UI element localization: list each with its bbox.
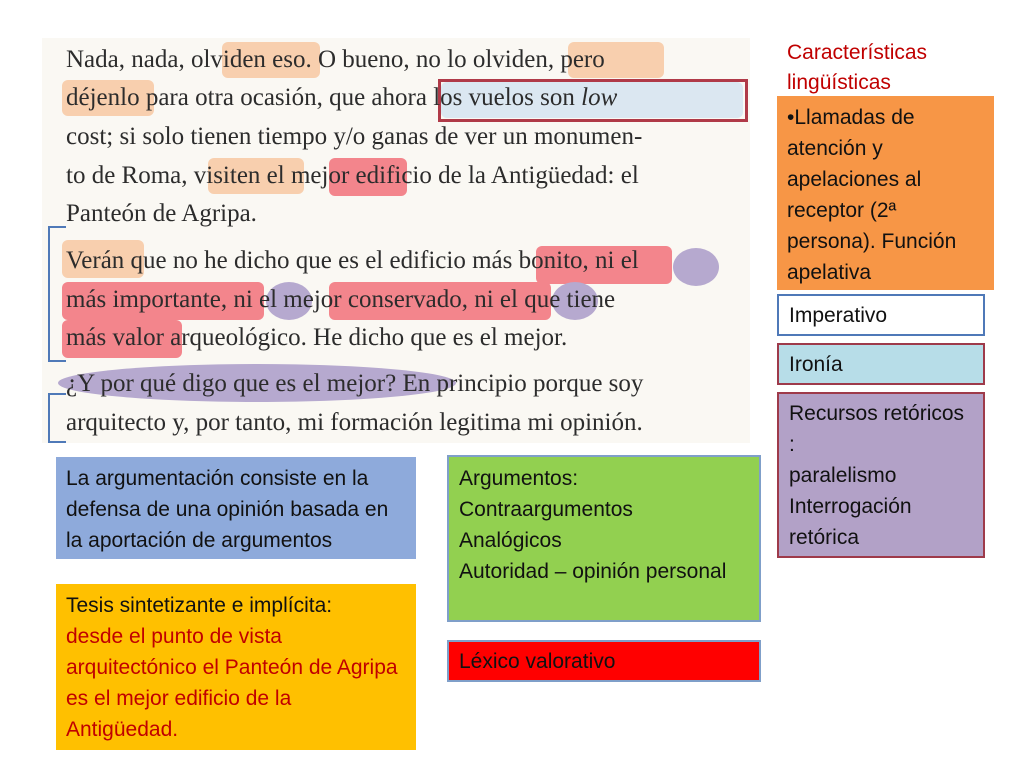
passage-line-8: más valor arqueológico. He dicho que es el mejor. <box>66 324 568 351</box>
arguments-line-2: Contraargumentos <box>459 498 633 521</box>
arguments-line-3: Analógicos <box>459 529 562 552</box>
passage-line-4: to de Roma, visiten el mejor edificio de la Antigüedad: el <box>66 162 639 189</box>
highlight-ni-1 <box>673 248 719 286</box>
sidebar-heading: Características lingüísticas <box>787 41 928 94</box>
appellative-box: •Llamadas de atención y apelaciones al receptor (2ª persona). Función apelativa <box>777 96 994 290</box>
arguments-box <box>447 455 761 622</box>
imperative-box: Imperativo <box>777 294 985 336</box>
arguments-line-1: Argumentos: <box>459 467 579 490</box>
thesis-text: desde el punto de vista arquitectónico el Panteón de Agripa es el mejor edificio de la Antigüedad. <box>66 625 398 741</box>
paragraph-bracket <box>48 226 66 362</box>
rhetoric-line-1: Recursos retóricos : <box>789 402 965 456</box>
thesis-box <box>56 584 416 750</box>
passage-line-7: más importante, ni el mejor conservado, ni el que tiene <box>66 286 616 313</box>
definition-box: La argumentación consiste en la defensa de una opinión basada en la aportación de argumentos <box>56 457 416 559</box>
passage-line-1: Nada, nada, olviden eso. O bueno, no lo olviden, pero <box>66 46 605 73</box>
rhetoric-line-3: Interrogación retórica <box>789 495 912 549</box>
lexicon-box: Léxico valorativo <box>447 640 761 682</box>
passage-line-10: arquitecto y, por tanto, mi formación legitima mi opinión. <box>66 409 643 436</box>
passage-italic-low: low <box>581 84 618 111</box>
passage-line-2 <box>66 80 617 116</box>
passage-line-5: Panteón de Agripa. <box>66 200 257 227</box>
arguments-line-4: Autoridad – opinión personal <box>459 560 727 583</box>
thesis-label: Tesis sintetizante e implícita: <box>66 594 333 617</box>
irony-box: Ironía <box>777 343 985 385</box>
passage-line-3: cost; si solo tienen tiempo y/o ganas de ver un monumen- <box>66 123 643 150</box>
passage-line-6: Verán que no he dicho que es el edificio más bonito, ni el <box>66 247 639 274</box>
passage-line-2-text: déjenlo para otra ocasión, que ahora los vuelos son <box>66 84 575 111</box>
question-bracket <box>48 393 66 443</box>
rhetoric-box <box>777 392 985 558</box>
passage-line-9: ¿Y por qué digo que es el mejor? En principio porque soy <box>66 370 644 397</box>
rhetoric-line-2: paralelismo <box>789 464 897 487</box>
